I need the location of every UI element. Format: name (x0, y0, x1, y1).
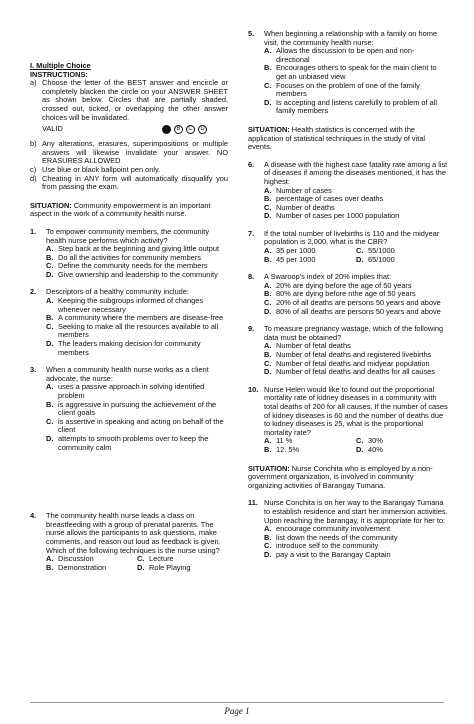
question-number: 7. (248, 228, 255, 238)
question-number: 11. (248, 498, 258, 508)
question-stem: A Swaroop's index of 20% implies that: (264, 272, 392, 282)
footer-divider (30, 702, 444, 703)
option[interactable]: C. introduce self to the community (264, 541, 379, 551)
option[interactable]: D. 80% of all deaths are persons 50 years and above (264, 306, 441, 316)
question-stem: When a community health nurse works as a client advocate, the nurse: (46, 365, 209, 383)
question-stem: Nurse Conchita is on her way to the Barangay Tumana to establish residence and start her immersion activities. Upon reaching the barangay, it is appropriate for her to: (264, 498, 448, 525)
question-number: 3. (30, 365, 37, 375)
option[interactable]: B. Number of fetal deaths and registered livebirths (264, 350, 432, 359)
question-number: 9. (248, 324, 255, 334)
option[interactable]: B. is aggressive in pursuing the achievement of the client goals (46, 399, 217, 418)
option[interactable]: B. percentage of cases over deaths (264, 194, 384, 204)
option[interactable]: B. Demonstration (46, 562, 107, 572)
option[interactable]: C. Define the community needs for the members (46, 261, 208, 271)
option[interactable]: A. encourage community involvement (264, 524, 391, 534)
bubble-b: B (174, 125, 183, 134)
instruction-text: Choose the letter of the BEST answer and encircle or completely blacken the circle on your ANSWER SHEET as shown below. Circles that are partially shaded, crossed out, ticked, or overlapping the other answer choices will be invalidated. (42, 78, 228, 122)
question-number: 1. (30, 226, 37, 236)
question-5 (248, 30, 448, 116)
option[interactable]: D. Number of cases per 1000 population (264, 211, 400, 221)
question-number: 8. (248, 272, 255, 282)
valid-label: VALID (42, 124, 63, 134)
situation-label: SITUATION: (30, 200, 72, 210)
option[interactable]: A. Number of cases (264, 185, 332, 195)
option[interactable]: D. Number of fetal deaths and deaths for all causes (264, 367, 435, 377)
option[interactable]: C. Seeking to make all the resources available to all members (46, 321, 219, 340)
question-9 (248, 325, 448, 377)
instruction-text: Any alterations, erasures, superimpositions or multiple answers will likewise invalidate your answer. NO ERASURES ALLOWED (42, 139, 228, 166)
situation-3 (248, 465, 448, 491)
section-heading: I. Multiple Choice (30, 61, 91, 70)
question-number: 10. (248, 384, 259, 394)
situation-label: SITUATION: (248, 124, 290, 134)
option[interactable]: C. Focuses on the problem of one of the family members (264, 80, 420, 99)
instruction-letter: c) (30, 164, 37, 174)
option[interactable]: A. Number of fetal deaths (264, 341, 351, 351)
question-2 (30, 288, 228, 357)
option[interactable]: C. Number of deaths (264, 202, 335, 212)
question-stem: When beginning a relationship with a family on home visit, the community health nurse: (264, 29, 437, 47)
option[interactable]: B. Do all the activities for community members (46, 252, 201, 262)
situation-text: Community empowerment is an important aspect in the work of a community health nurse. (30, 200, 211, 219)
option[interactable]: A. 20% are dying before the age of 50 years (264, 280, 412, 290)
filled-bubble-icon (162, 125, 171, 134)
option[interactable]: C. Number of fetal deaths and midyear population (264, 358, 430, 368)
question-stem: Nurse Helen would like to found out the proportional mortality rate of kidney diseases in a community with total deaths of 200 for all causes. If the number of cases of kidney diseases is 60 and the number of deaths due to kidney diseases is 25, what is the proportional mortality rate? (264, 384, 448, 437)
situation-label: SITUATION: (248, 463, 290, 473)
question-10 (248, 386, 448, 455)
option[interactable]: C. 20% of all deaths are persons 50 years and above (264, 298, 441, 308)
option[interactable]: D. Is accepting and listens carefully to problem of all family members (264, 97, 438, 116)
instruction-b (30, 140, 228, 166)
question-6 (248, 161, 448, 221)
option[interactable]: A. Step back at the beginning and giving little output (46, 244, 220, 254)
situation-1 (30, 202, 228, 219)
instruction-a (30, 79, 228, 122)
option[interactable]: D. pay a visit to the Barangay Captain (264, 549, 391, 559)
question-stem: A disease with the highest case fatality rate among a list of diseases if among the diseases mentioned, it has the highest: (264, 159, 448, 186)
option[interactable]: A. uses a passive approach in solving identified problem (46, 382, 205, 400)
option[interactable]: B. 12. 5% (264, 444, 300, 454)
option[interactable]: B. 45 per 1000 (264, 254, 316, 264)
instruction-d (30, 175, 228, 192)
instruction-letter: a) (30, 78, 37, 88)
option[interactable]: C. Lecture (137, 554, 174, 564)
situation-text: Nurse Conchita who is employed by a non-government organization, is involved in community organizing activities of Barangay Tumana. (248, 463, 433, 490)
option[interactable]: A. Allows the discussion to be open and non-directional (264, 46, 415, 64)
question-8 (248, 273, 448, 316)
bubble-d: D (198, 125, 207, 134)
instruction-letter: d) (30, 173, 37, 183)
bubble-c: C (186, 125, 195, 134)
right-column (248, 30, 448, 559)
option[interactable]: B. A community where the members are disease-free (46, 313, 224, 323)
option[interactable]: C. 55/1000 (356, 246, 395, 256)
question-stem: If the total number of livebirths is 110 and the midyear population is 2,000, what is the CBR? (264, 228, 440, 247)
question-number: 4. (30, 511, 37, 521)
question-11 (248, 499, 448, 559)
instructions-title: INSTRUCTIONS: (30, 69, 88, 79)
option[interactable]: D. Give ownership and leadership to the community (46, 269, 218, 279)
instruction-text: Use blue or black ballpoint pen only. (42, 164, 161, 174)
question-stem: To measure pregnancy wastage, which of the following data must be obtained? (264, 324, 444, 342)
question-stem: Descriptors of a healthy community include: (46, 287, 189, 297)
option[interactable]: D. Role Playing (137, 562, 191, 572)
question-stem: The community health nurse leads a class on breastfeeding with a group of prenatal parents. The nurse allows the participants to ask questions, make comments, and reason out loud as feedback is given. Which of the following techniques is the nurse using? (46, 511, 221, 555)
option[interactable]: D. attempts to smooth problems over to keep the community calm (46, 433, 209, 452)
left-column (30, 62, 228, 572)
instruction-text: Cheating in ANY form will automatically disqualify you from passing the exam. (42, 173, 228, 192)
option[interactable]: A. Keeping the subgroups informed of changes whenever necessary (46, 296, 204, 314)
option[interactable]: A. 35 per 1000 (264, 246, 316, 256)
valid-example (42, 125, 228, 134)
option[interactable]: C. is assertive in speaking and acting on behalf of the client (46, 416, 224, 435)
option[interactable]: C. 30% (356, 436, 383, 446)
option[interactable]: D. 65/1000 (356, 254, 395, 264)
question-number: 5. (248, 29, 255, 38)
situation-2 (248, 126, 448, 152)
question-number: 6. (248, 159, 255, 169)
option[interactable]: A. 11 % (264, 436, 293, 446)
option[interactable]: D. The leaders making decision for community members (46, 339, 201, 357)
option[interactable]: A. Discussion (46, 554, 94, 564)
question-3 (30, 366, 228, 452)
option[interactable]: B. Encourages others to speak for the main client to get an unbiased view (264, 63, 437, 81)
instruction-letter: b) (30, 139, 37, 149)
question-1 (30, 228, 228, 280)
question-4 (30, 512, 228, 572)
option[interactable]: B. list down the needs of the community (264, 532, 398, 542)
option[interactable]: D. 40% (356, 444, 383, 454)
question-7 (248, 230, 448, 264)
page-number: Page 1 (224, 706, 250, 716)
situation-text: Health statistics is concerned with the application of statistical techniques in the study of vital events. (248, 124, 426, 152)
question-number: 2. (30, 287, 37, 297)
option[interactable]: B. 80% are dying before nthe age of 50 years (264, 289, 416, 299)
question-stem: To empower community members, the community health nurse performs which activity? (46, 226, 210, 245)
